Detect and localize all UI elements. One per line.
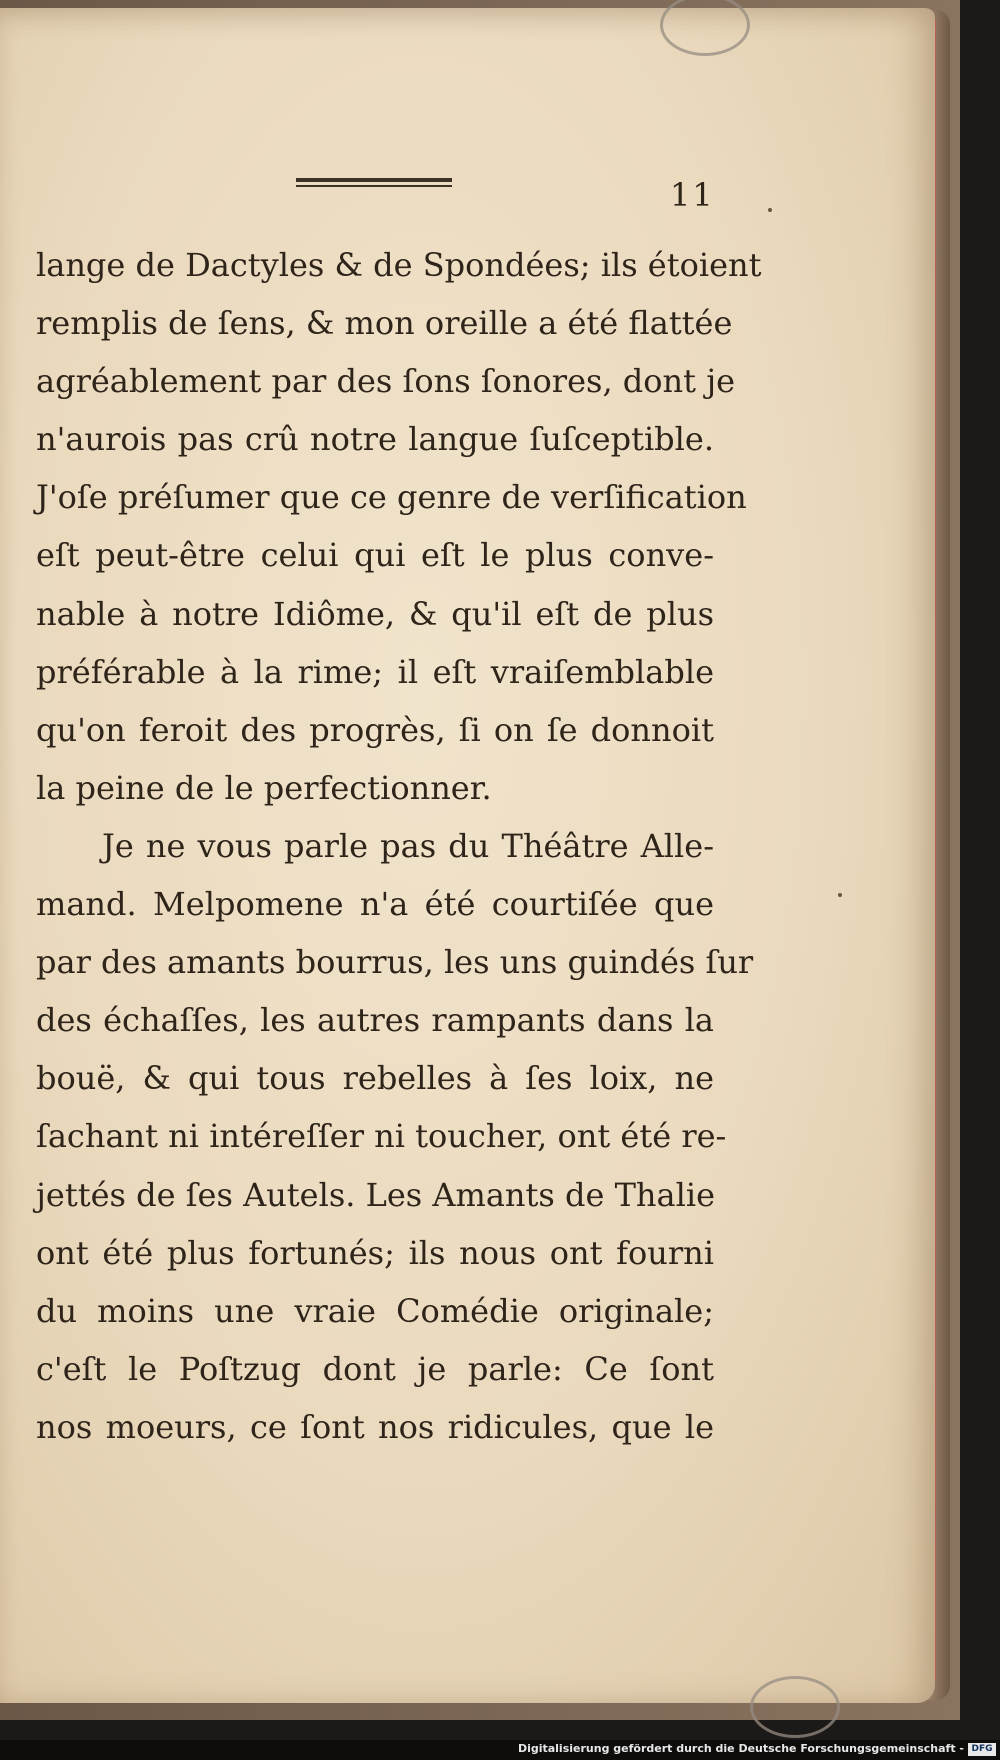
text-line: nable à notre Idiôme, & qu'il eſt de plus [36, 594, 714, 633]
text-line: Je ne vous parle pas du Théâtre Alle- [102, 826, 714, 865]
text-line: préférable à la rime; il eſt vraiſemblable [36, 652, 714, 691]
text-line: la peine de le perfectionner. [36, 768, 492, 807]
text-line: n'aurois pas crû notre langue ſuſceptible. [36, 420, 714, 459]
clip-top [660, 0, 750, 56]
text-line: du moins une vraie Comédie originale; [36, 1291, 714, 1330]
body-text [36, 236, 762, 1456]
text-line: des échaſſes, les autres rampants dans la [36, 1001, 714, 1040]
text-line: mand. Melpomene n'a été courtiſée que [36, 885, 714, 924]
text-line: qu'on feroit des progrès, ſi on ſe donnoit [36, 710, 714, 749]
text-line: ont été plus fortunés; ils nous ont fourni [36, 1233, 714, 1272]
text-line: lange de Dactyles & de Spondées; ils étoient [36, 246, 762, 284]
footer-credit: Digitalisierung gefördert durch die Deutsche Forschungsgemeinschaft - [517, 1742, 964, 1755]
text-line: remplis de ſens, & mon oreille a été flattée [36, 304, 733, 343]
text-line: J'oſe préſumer que ce genre de verſification [36, 478, 747, 517]
paper-speck [838, 893, 842, 897]
text-line: c'eſt le Poſtzug dont je parle: Ce ſont [36, 1349, 714, 1388]
text-line: par des amants bourrus, les uns guindés ſur [36, 943, 754, 982]
text-line: eſt peut-être celui qui eſt le plus conve- [36, 536, 714, 575]
dfg-logo: DFG [968, 1743, 996, 1756]
clip-bottom [750, 1676, 840, 1738]
text-line: jettés de ſes Autels. Les Amants de Thalie [36, 1175, 715, 1214]
paper-speck [768, 208, 772, 212]
text-line: agréablement par des ſons ſonores, dont je [36, 362, 736, 401]
text-line: bouë, & qui tous rebelles à ſes loix, ne [36, 1059, 714, 1098]
text-line: nos moeurs, ce ſont nos ridicules, que le [36, 1407, 714, 1446]
header-rule [296, 178, 452, 188]
page-number: 11 [670, 176, 715, 214]
book-page [0, 8, 935, 1703]
text-line: ſachant ni intéreſſer ni toucher, ont été re- [36, 1117, 727, 1156]
